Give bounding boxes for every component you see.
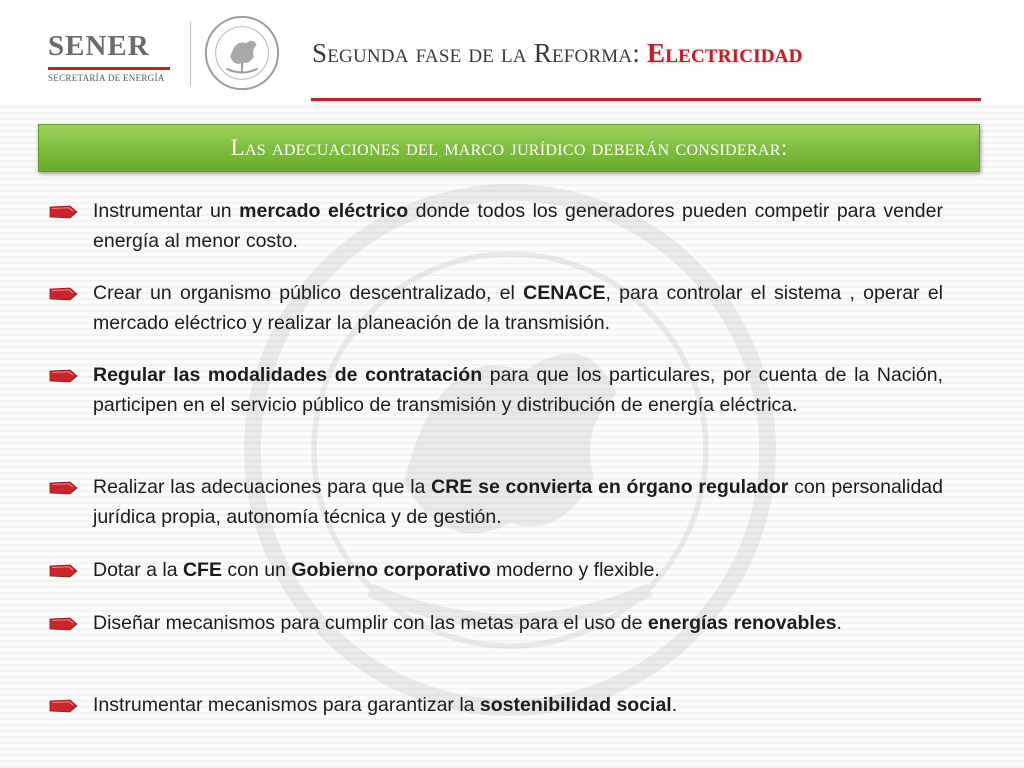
item-text: Diseñar mecanismos para cumplir con las metas para el uso de: [93, 612, 648, 634]
title-underline: [311, 98, 981, 101]
item-text: Instrumentar mecanismos para garantizar la: [93, 694, 480, 716]
item-text: donde todos los generadores pueden competir para vender energía al menor costo.: [93, 200, 943, 252]
red-arrow-bullet-icon: [48, 368, 78, 384]
bold-term: Gobierno corporativo: [291, 559, 491, 581]
bold-term: CFE: [182, 559, 222, 581]
list-item: [93, 361, 943, 420]
list-item: [93, 691, 943, 721]
logo-bar: [48, 67, 170, 70]
sener-logo: [48, 30, 178, 83]
header: [0, 0, 1024, 104]
item-text: Crear un organismo público descentralizado, el: [93, 282, 524, 304]
red-arrow-bullet-icon: [48, 616, 78, 632]
item-text: con un: [221, 559, 292, 581]
item-text: Realizar las adecuaciones para que la: [93, 476, 432, 498]
item-text: Dotar a la: [93, 559, 183, 581]
red-arrow-bullet-icon: [48, 698, 78, 714]
list-item: [93, 473, 943, 532]
logo-subtitle: SECRETARÍA DE ENERGÍA: [48, 73, 165, 83]
bold-term: sostenibilidad social: [479, 694, 672, 716]
list-item: [93, 609, 943, 639]
item-text: para que los particulares, por cuenta de la Nación, participen en el servicio público de transmisión y distribución de energía eléctrica.: [93, 364, 944, 416]
logo-divider: [190, 22, 191, 86]
item-text: moderno y flexible.: [490, 559, 660, 581]
item-text: .: [671, 694, 678, 716]
red-arrow-bullet-icon: [48, 204, 78, 220]
bold-term: mercado eléctrico: [239, 200, 409, 222]
national-seal-icon: [203, 14, 281, 92]
bold-term: Regular las modalidades de contratación: [93, 364, 483, 386]
red-arrow-bullet-icon: [48, 286, 78, 302]
item-text: , para controlar el sistema , operar el mercado eléctrico y realizar la planeación de la transmisión.: [93, 282, 943, 334]
title-prefix: Segunda fase de la Reforma:: [312, 38, 647, 68]
list-item: [93, 197, 943, 256]
item-text: .: [836, 612, 842, 634]
item-text: con personalidad jurídica propia, autonomía técnica y de gestión.: [93, 476, 943, 528]
bold-term: energías renovables: [647, 612, 837, 634]
logo-name: SENER: [48, 30, 150, 62]
bold-term: CRE se convierta en órgano regulador: [431, 476, 789, 498]
bold-term: CENACE: [523, 282, 606, 304]
red-arrow-bullet-icon: [48, 480, 78, 496]
item-text: Instrumentar un: [93, 200, 240, 222]
red-arrow-bullet-icon: [48, 563, 78, 579]
section-banner: Las adecuaciones del marco jurídico deberán considerar:: [38, 124, 980, 172]
page-title: [312, 38, 803, 69]
title-highlight: Electricidad: [646, 38, 803, 68]
list-item: [93, 556, 943, 586]
list-item: [93, 279, 943, 338]
